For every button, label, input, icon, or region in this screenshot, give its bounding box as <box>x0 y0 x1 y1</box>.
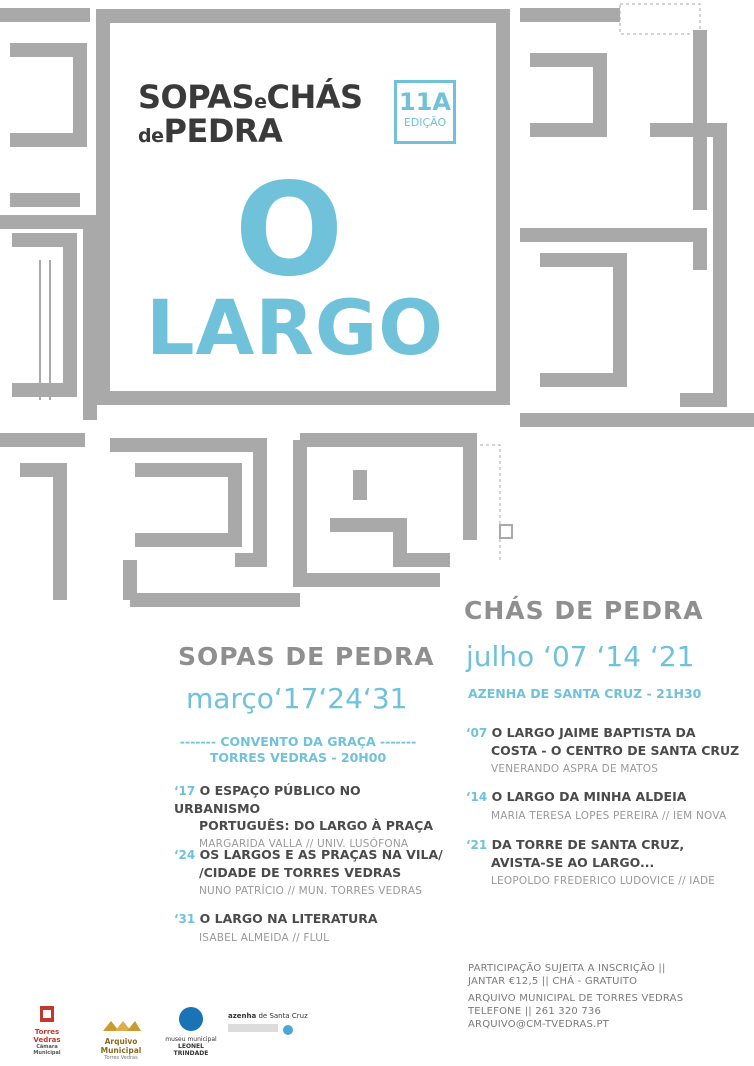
edition-label: EDIÇÃO <box>403 116 447 129</box>
info-line-3: ARQUIVO MUNICIPAL DE TORRES VEDRAS <box>468 993 684 1004</box>
brand-line-2 <box>138 114 282 153</box>
brand-e: e <box>254 91 267 113</box>
sopas-event-3-num: ‘31 <box>174 912 196 926</box>
logo-arquivo-municipal <box>88 1018 154 1061</box>
chas-dates: julho ‘07 ‘14 ‘21 <box>466 640 695 673</box>
chas-event-3-speaker: LEOPOLDO FREDERICO LUDOVICE // IADE <box>491 875 716 887</box>
chas-event-2 <box>466 788 751 822</box>
chas-event-2-title1: O LARGO DA MINHA ALDEIA <box>491 789 687 804</box>
azenha-place: de Santa Cruz <box>256 1012 308 1020</box>
chas-heading: CHÁS DE PEDRA <box>464 596 704 625</box>
chas-event-2-num: ‘14 <box>466 790 488 804</box>
chas-event-1-title2: COSTA - O CENTRO DE SANTA CRUZ <box>491 743 740 758</box>
sopas-event-2-title1: OS LARGOS E AS PRAÇAS NA VILA/ <box>199 847 443 862</box>
brand-de: de <box>138 125 164 147</box>
info-line-5: ARQUIVO@CM-TVEDRAS.PT <box>468 1019 609 1030</box>
sopas-location-line1: ------- CONVENTO DA GRAÇA ------- <box>179 734 417 749</box>
chas-event-2-speaker: MARIA TERESA LOPES PEREIRA // IEM NOVA <box>491 810 727 822</box>
logo-torres-vedras <box>22 1004 72 1056</box>
sopas-event-2-speaker: NUNO PATRÍCIO // MUN. TORRES VEDRAS <box>199 885 423 897</box>
chas-event-3-num: ‘21 <box>466 838 488 852</box>
brand-chas: CHÁS <box>266 78 363 116</box>
azenha-name: azenha <box>228 1012 257 1020</box>
sopas-event-1-title1: O ESPAÇO PÚBLICO NO URBANISMO <box>174 783 361 816</box>
arquivo-stacks-icon <box>101 1019 141 1033</box>
sopas-dates: março‘17‘24‘31 <box>186 682 408 715</box>
azenha-text <box>228 1012 318 1020</box>
logo-museu-municipal <box>160 1006 222 1057</box>
sopas-event-1-title2: PORTUGUÊS: DO LARGO À PRAÇA <box>199 818 434 833</box>
chas-event-3 <box>466 836 746 887</box>
chas-event-1-speaker: VENERANDO ASPRA DE MATOS <box>491 763 659 775</box>
arquivo-name: Arquivo Municipal <box>100 1037 142 1055</box>
museu-sub: LEONEL TRINDADE <box>173 1043 209 1057</box>
museu-name: museu municipal <box>165 1036 217 1043</box>
sopas-event-1-num: ‘17 <box>174 784 196 798</box>
info-block <box>468 962 748 1031</box>
info-line-4: TELEFONE || 261 320 736 <box>468 1006 602 1017</box>
sopas-event-1 <box>174 782 444 850</box>
sopas-event-3-speaker: ISABEL ALMEIDA // FLUL <box>199 932 330 944</box>
torres-vedras-crest-icon <box>38 1004 56 1024</box>
chas-event-1-num: ‘07 <box>466 726 488 740</box>
sopas-event-2-num: ‘24 <box>174 848 196 862</box>
museu-circle-icon <box>178 1006 204 1032</box>
chas-location: AZENHA DE SANTA CRUZ - 21H30 <box>468 686 702 701</box>
edition-number: 11A <box>399 88 451 116</box>
title-o: O <box>234 156 344 305</box>
chas-event-3-title1: DA TORRE DE SANTA CRUZ, <box>491 837 685 852</box>
sopas-event-3 <box>174 910 444 944</box>
brand-sopas: SOPAS <box>138 78 255 116</box>
sopas-event-3-title1: O LARGO NA LITERATURA <box>199 911 378 926</box>
azenha-wave-icon <box>228 1020 298 1036</box>
info-line-2: JANTAR €12,5 || CHÁ - GRATUITO <box>468 976 638 987</box>
sopas-event-2-title2: /CIDADE DE TORRES VEDRAS <box>199 865 402 880</box>
arquivo-sub: Torres Vedras <box>104 1055 138 1061</box>
chas-event-3-title2: AVISTA-SE AO LARGO... <box>491 855 655 870</box>
info-line-1: PARTICIPAÇÃO SUJEITA A INSCRIÇÃO || <box>468 963 666 974</box>
chas-event-1-title1: O LARGO JAIME BAPTISTA DA <box>491 725 696 740</box>
sopas-location-line2: TORRES VEDRAS - 20H00 <box>209 750 387 765</box>
sopas-event-2 <box>174 846 444 897</box>
tv-name: Torres Vedras <box>33 1028 61 1044</box>
edition-badge <box>394 80 456 144</box>
sopas-event-1-speaker: MARGARIDA VALLA // UNIV. LUSÓFONA <box>199 838 409 850</box>
chas-event-1 <box>466 724 746 775</box>
title-largo: LARGO <box>146 283 444 372</box>
logo-azenha <box>228 1012 318 1040</box>
tv-sub: Câmara Municipal <box>33 1044 61 1056</box>
brand-pedra: PEDRA <box>163 112 283 150</box>
sopas-heading: SOPAS DE PEDRA <box>178 642 435 671</box>
